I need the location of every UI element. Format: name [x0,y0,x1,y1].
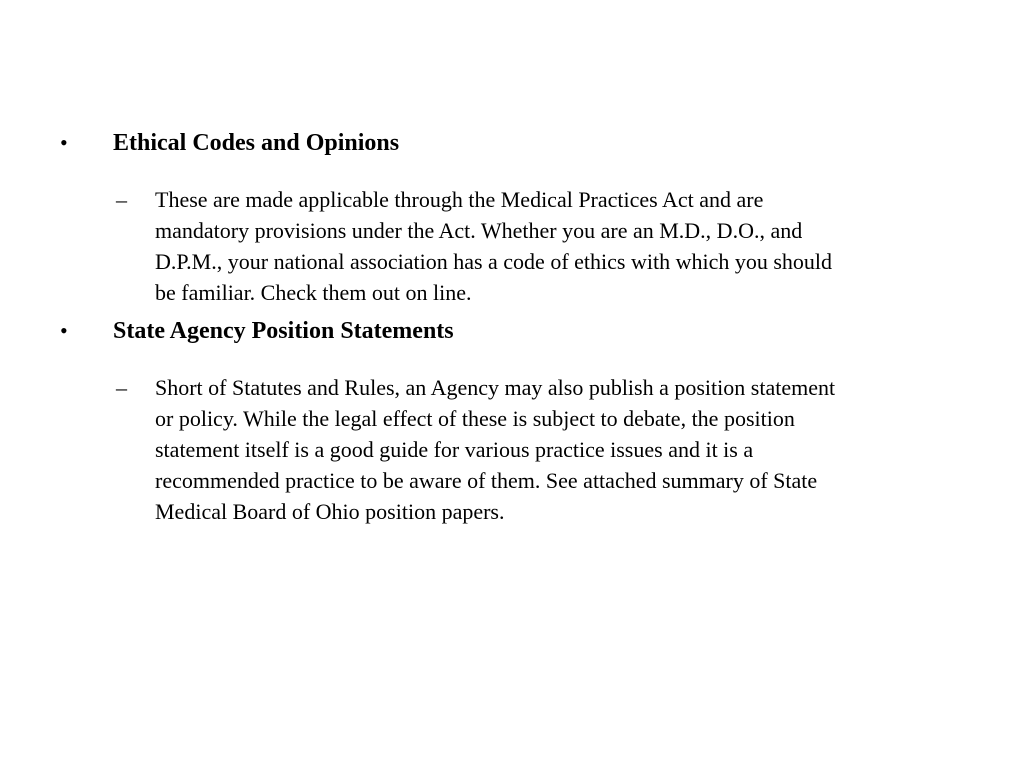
bullet-heading: State Agency Position Statements [113,318,454,344]
bullet-icon: • [60,318,68,343]
bullet-icon: • [60,130,68,155]
dash-icon: – [116,375,127,400]
sub-item-text: These are made applicable through the Medical Practices Act and are mandatory provisions under the Act. Whether you are an M.D., D.O., and D.P.M., your national association has a code of ethics with which you should be familiar. Check them out on line. [155,187,833,305]
bullet-heading: Ethical Codes and Opinions [113,130,400,156]
dash-icon: – [116,187,127,212]
sub-item-text: Short of Statutes and Rules, an Agency may also publish a position statement or policy. While the legal effect of these is subject to debate, the position statement itself is a good guide for various practice issues and it is a recommended practice to be aware of them. See attached summary of State Medical Board of Ohio position papers. [155,375,836,524]
